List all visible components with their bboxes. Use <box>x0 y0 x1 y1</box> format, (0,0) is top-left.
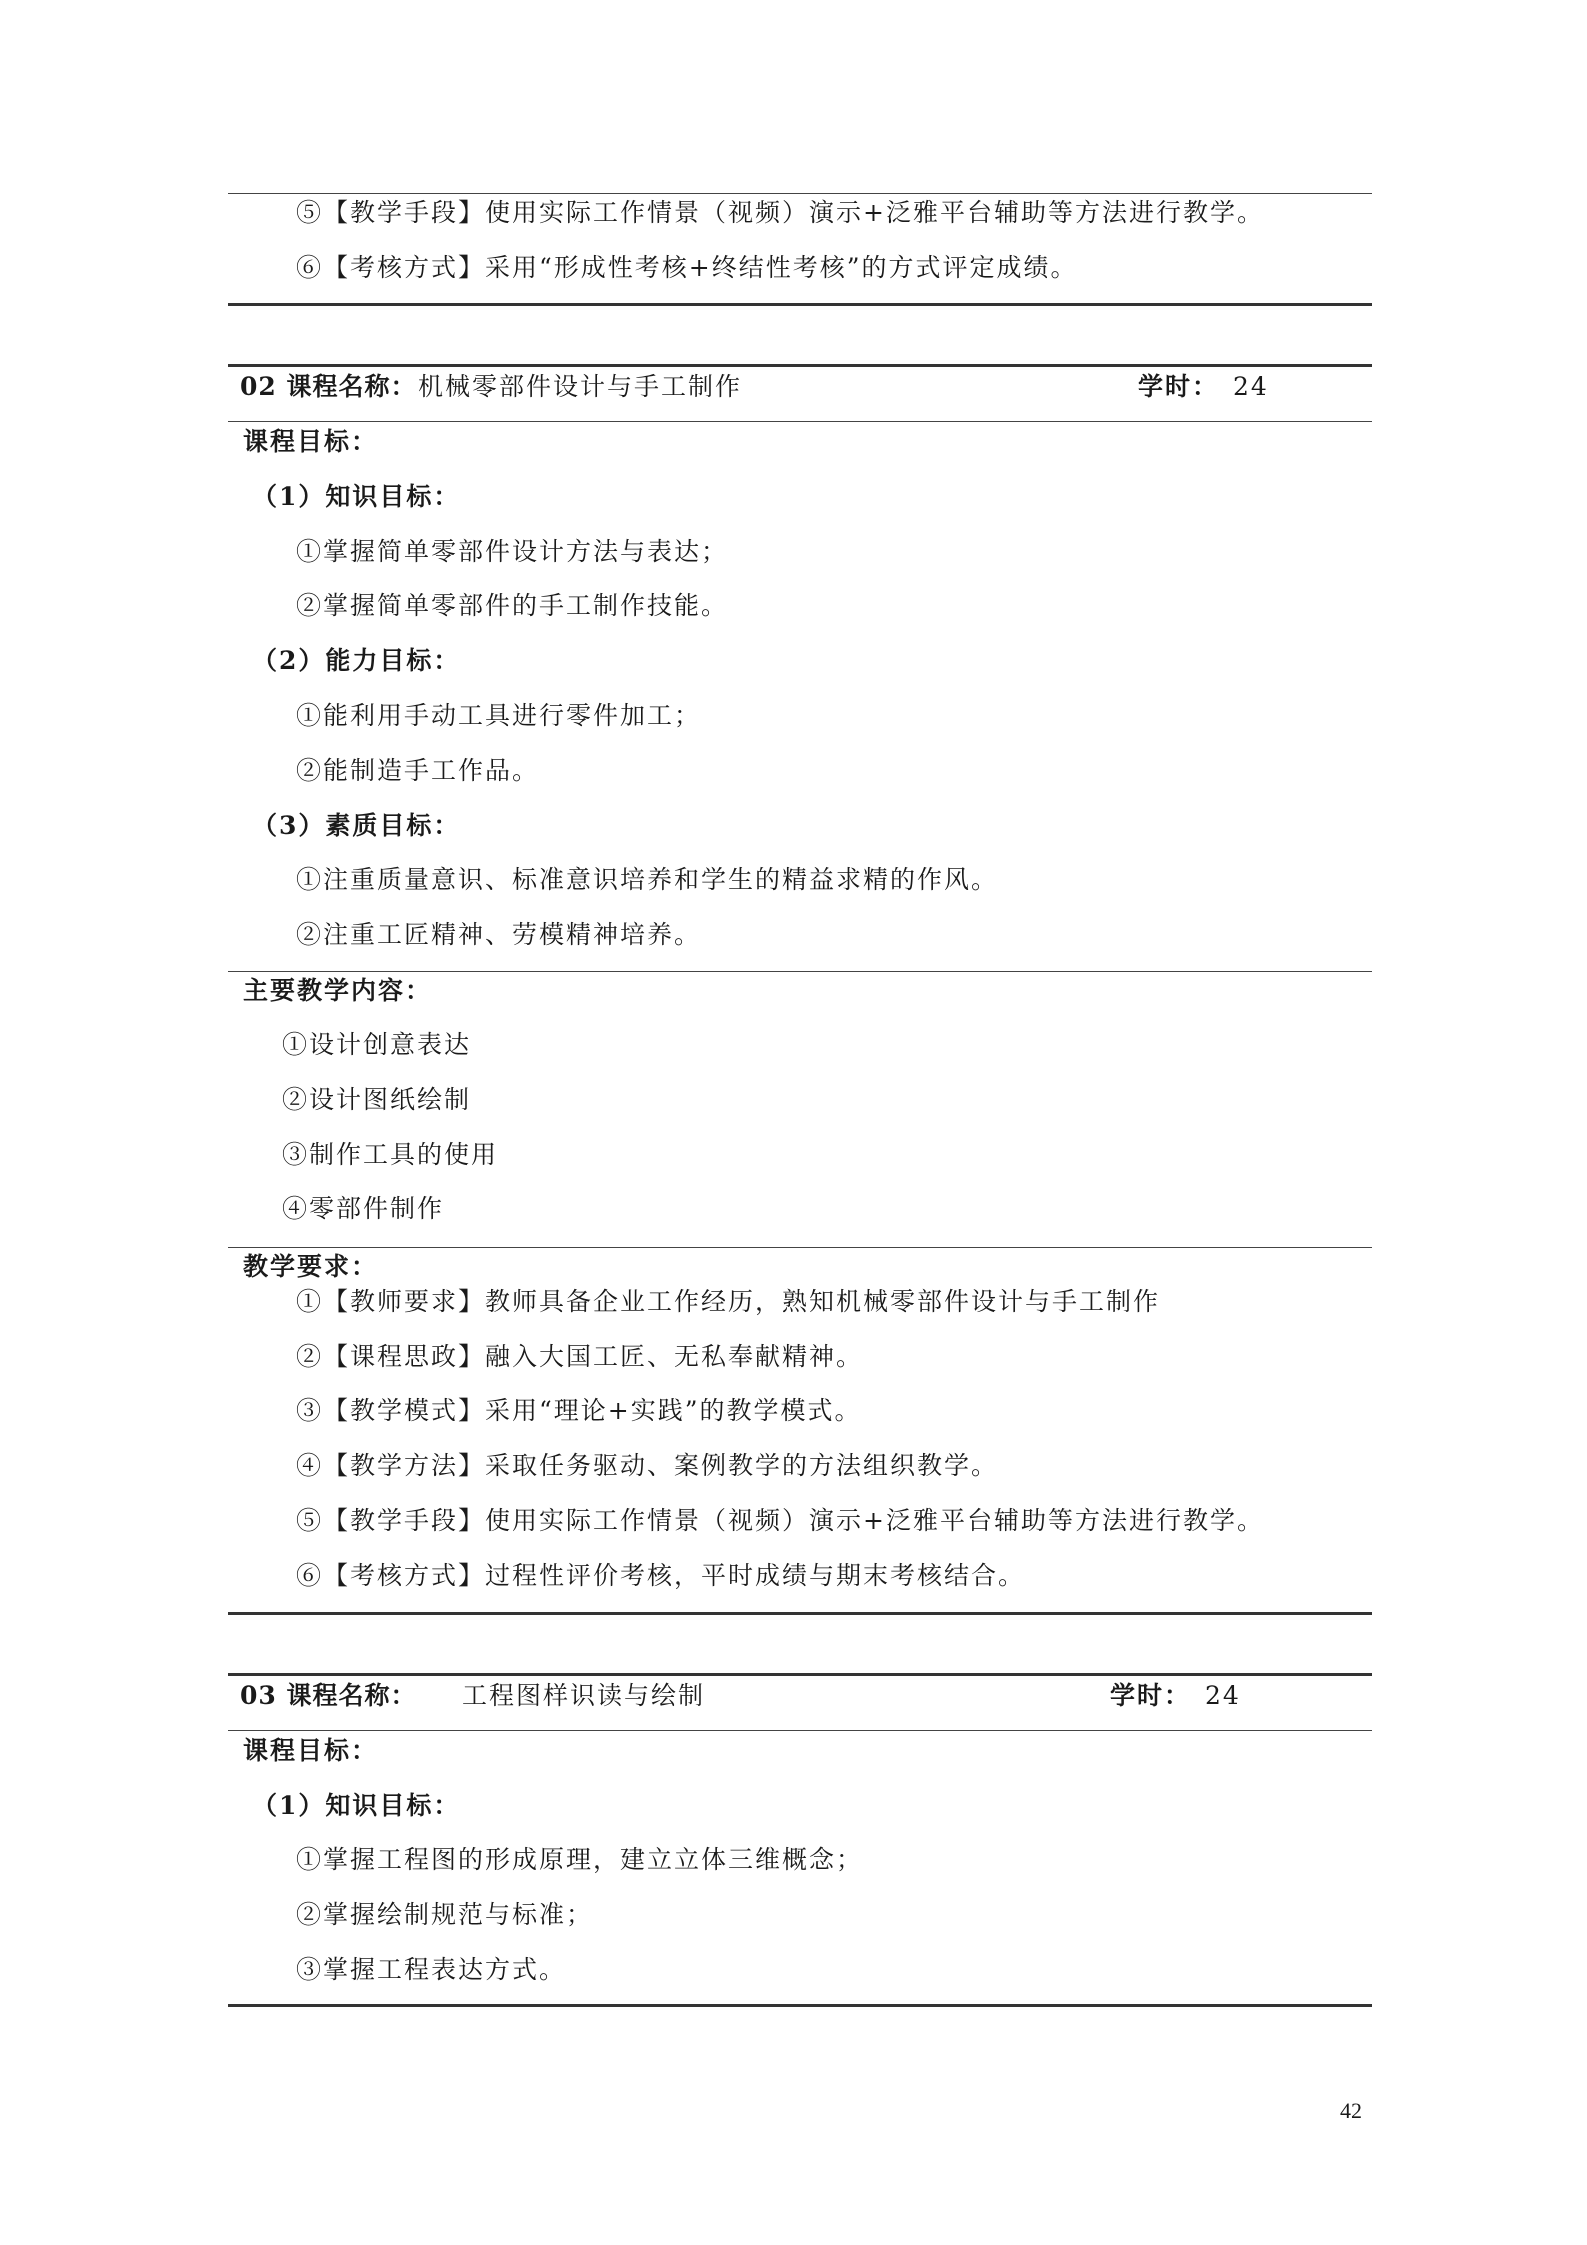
course02-content-2: ②设计图纸绘制 <box>282 1085 472 1114</box>
course02-ability-1: ①能利用手动工具进行零件加工； <box>296 701 702 730</box>
course03-knowledge-2: ②掌握绘制规范与标准； <box>296 1900 594 1929</box>
course03-hours: 24 <box>1205 1681 1241 1710</box>
course03-name: 工程图样识读与绘制 <box>462 1681 706 1710</box>
course02-header-divider <box>228 421 1372 422</box>
course03-bottom-border <box>228 2004 1372 2007</box>
course02-goals-divider <box>228 971 1372 972</box>
top-item-5: ⑤【教学手段】使用实际工作情景（视频）演示+泛雅平台辅助等方法进行教学。 <box>296 198 1264 227</box>
course02-ability-label: （2）能力目标： <box>252 646 461 675</box>
course03-hours-label: 学时： <box>1110 1681 1192 1710</box>
course02-knowledge-label: （1）知识目标： <box>252 482 461 511</box>
course02-knowledge-1: ①掌握简单零部件设计方法与表达； <box>296 537 729 566</box>
course03-knowledge-label: （1）知识目标： <box>252 1791 461 1820</box>
course02-content-4: ④零部件制作 <box>282 1194 445 1223</box>
course02-content-1: ①设计创意表达 <box>282 1030 472 1059</box>
course02-req-6: ⑥【考核方式】过程性评价考核，平时成绩与期末考核结合。 <box>296 1561 1026 1590</box>
course02-quality-2: ②注重工匠精神、劳模精神培养。 <box>296 920 702 949</box>
course02-knowledge-2: ②掌握简单零部件的手工制作技能。 <box>296 591 729 620</box>
course02-code-label: 02 课程名称： <box>240 372 417 401</box>
course02-req-3: ③【教学模式】采用“理论+实践”的教学模式。 <box>296 1396 862 1425</box>
course03-top-border <box>228 1673 1372 1676</box>
course02-req-5: ⑤【教学手段】使用实际工作情景（视频）演示+泛雅平台辅助等方法进行教学。 <box>296 1506 1264 1535</box>
course02-quality-1: ①注重质量意识、标准意识培养和学生的精益求精的作风。 <box>296 865 999 894</box>
course02-content-divider <box>228 1247 1372 1248</box>
course02-quality-label: （3）素质目标： <box>252 811 461 840</box>
top-item-6: ⑥【考核方式】采用“形成性考核+终结性考核”的方式评定成绩。 <box>296 253 1078 282</box>
course02-req-4: ④【教学方法】采取任务驱动、案例教学的方法组织教学。 <box>296 1451 999 1480</box>
top-block-bottom-border <box>228 303 1372 306</box>
course02-hours-label: 学时： <box>1138 372 1220 401</box>
course02-req-2: ②【课程思政】融入大国工匠、无私奉献精神。 <box>296 1342 864 1371</box>
page-number: 42 <box>1340 2098 1362 2123</box>
course03-header-divider <box>228 1730 1372 1731</box>
course02-hours: 24 <box>1233 372 1269 401</box>
course02-goals-label: 课程目标： <box>243 427 379 456</box>
course03-goals-label: 课程目标： <box>243 1736 379 1765</box>
course02-content-label: 主要教学内容： <box>243 976 433 1005</box>
course02-req-label: 教学要求： <box>243 1252 379 1281</box>
top-border <box>228 193 1372 194</box>
course03-code-label: 03 课程名称： <box>240 1681 417 1710</box>
course02-top-border <box>228 364 1372 367</box>
course02-content-3: ③制作工具的使用 <box>282 1140 499 1169</box>
course02-name: 机械零部件设计与手工制作 <box>418 372 743 401</box>
course02-ability-2: ②能制造手工作品。 <box>296 756 540 785</box>
course03-knowledge-3: ③掌握工程表达方式。 <box>296 1955 567 1984</box>
course03-knowledge-1: ①掌握工程图的形成原理，建立立体三维概念； <box>296 1845 864 1874</box>
course02-bottom-border <box>228 1612 1372 1615</box>
course02-req-1: ①【教师要求】教师具备企业工作经历，熟知机械零部件设计与手工制作 <box>296 1287 1161 1316</box>
